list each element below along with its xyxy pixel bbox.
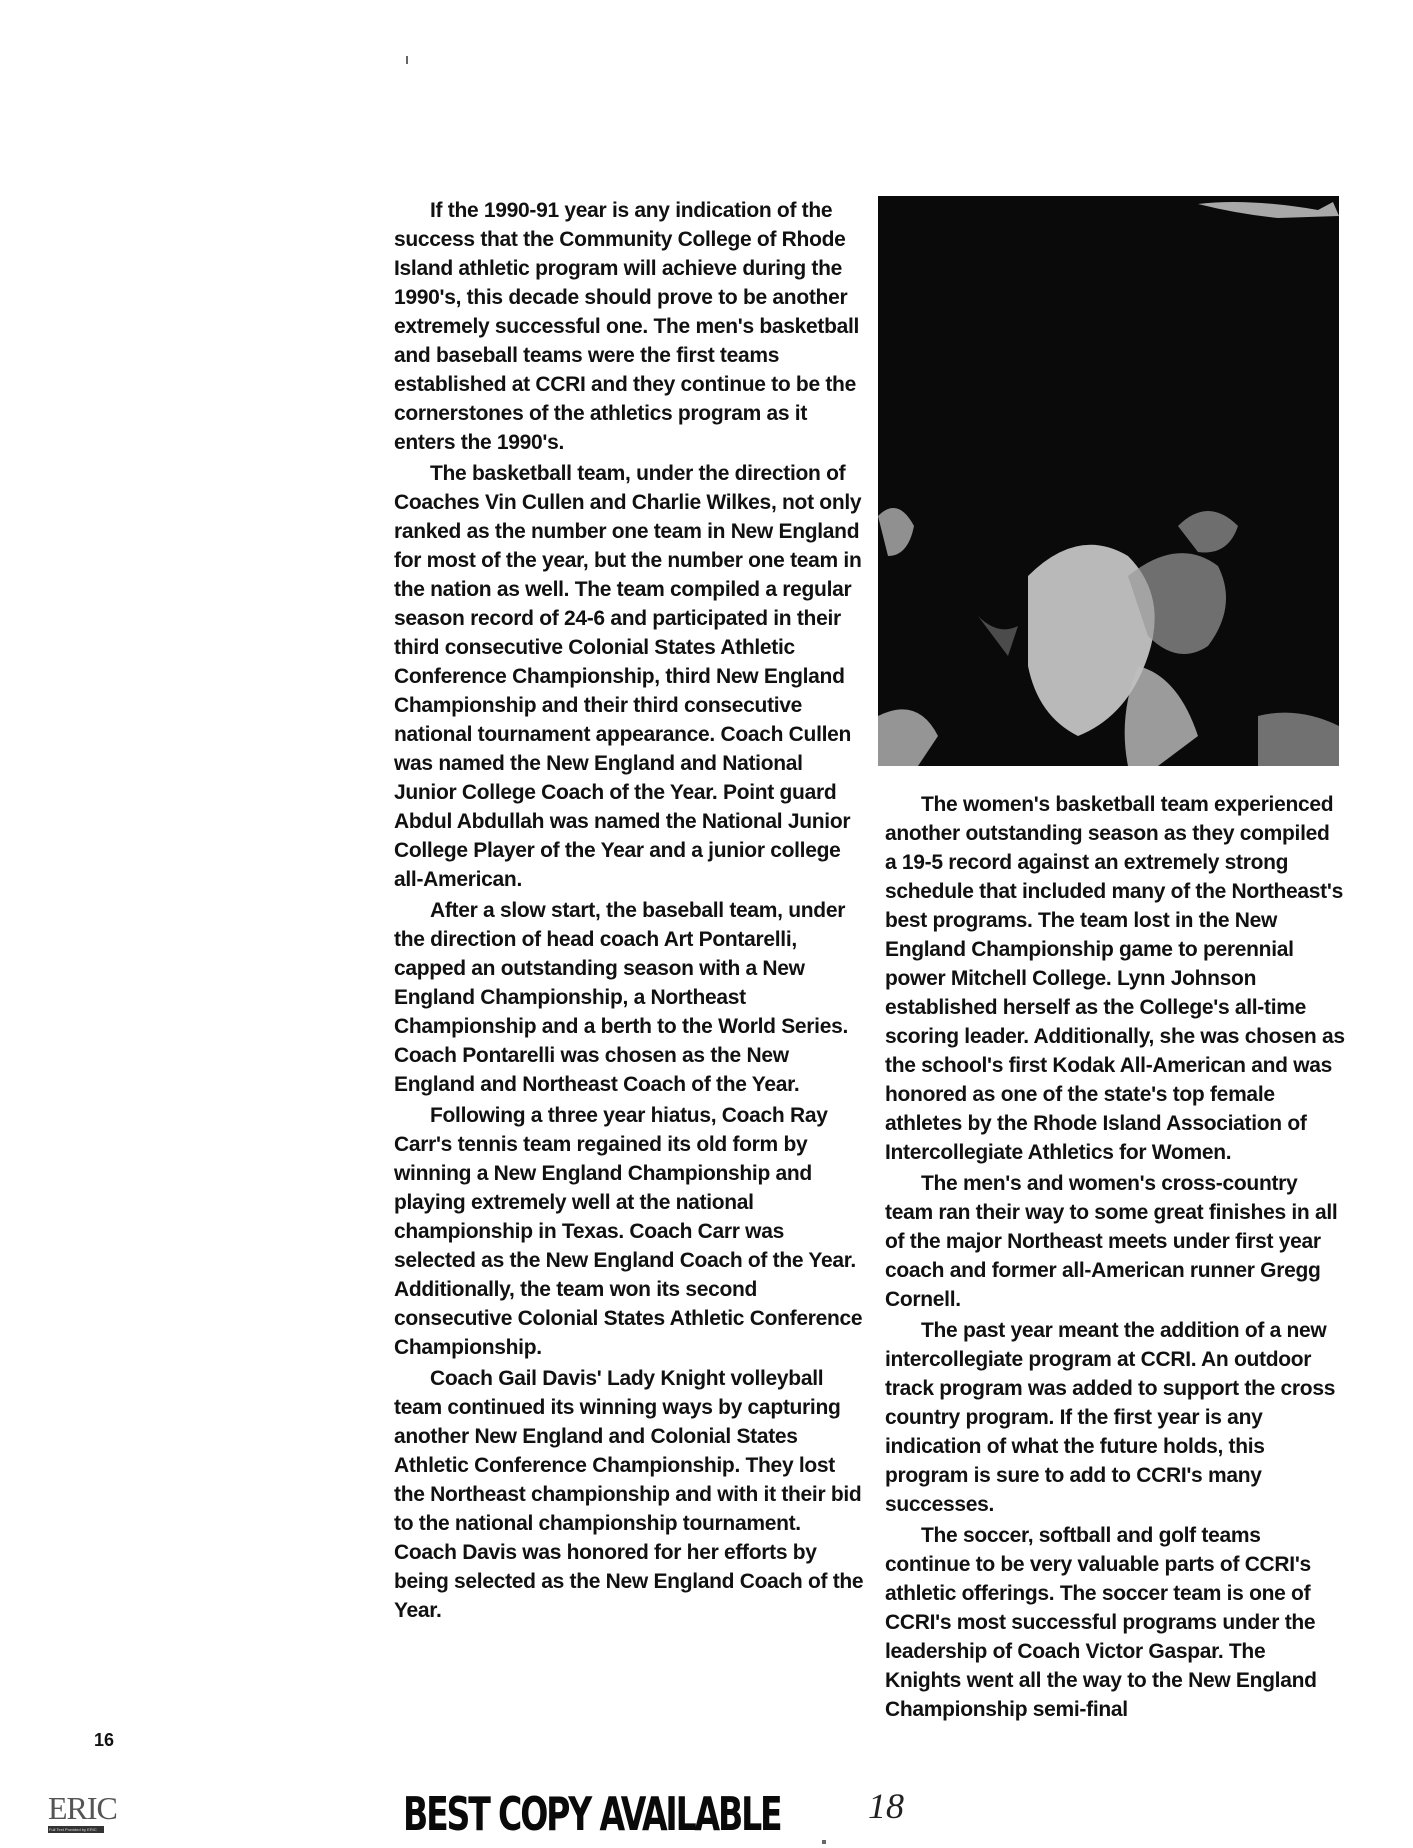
page-number: 16 <box>94 1730 115 1750</box>
paragraph: The soccer, softball and golf teams continue to be very valuable parts of CCRI's athletic offerings. The soccer team is one of CCRI's most successful programs under the leadership of Coach Victor Gaspar. The Knights went all the way to the New England Championship semi-final <box>885 1524 1317 1721</box>
left-article-column <box>394 196 864 1627</box>
paragraph: Coach Gail Davis' Lady Knight volleyball team continued its winning ways by capturing another New England and Colonial States Athletic Conference Championship. They lost the Northeast championship and with it their bid to the national championship tournament. Coach Davis was honored for her efforts by being selected as the New England Coach of the Year. <box>394 1367 864 1622</box>
scan-speck <box>822 1840 826 1844</box>
right-article-column <box>885 790 1345 1726</box>
eric-logo: ERIC <box>48 1790 117 1826</box>
basketball-photo <box>878 196 1339 766</box>
scan-speck <box>406 56 408 64</box>
footer-number: 18 <box>868 1786 904 1826</box>
eric-tagline: Full Text Provided by ERIC <box>49 1827 97 1832</box>
paragraph: The past year meant the addition of a new intercollegiate program at CCRI. An outdoor track program was added to support the cross country program. If the first year is any indication of what the future holds, this program is sure to add to CCRI's many successes. <box>885 1319 1336 1516</box>
paragraph: The women's basketball team experienced another outstanding season as they compiled a 19-5 record against an extremely strong schedule that included many of the Northeast's best programs. The team lost in the New England Championship game to perennial power Mitchell College. Lynn Johnson established herself as the College's all-time scoring leader. Additionally, she was chosen as the school's first Kodak All-American and was honored as one of the state's top female athletes by the Rhode Island Association of Intercollegiate Athletics for Women. <box>885 793 1345 1164</box>
best-copy-stamp: BEST COPY AVAILABLE <box>403 1787 781 1841</box>
paragraph: The basketball team, under the direction of Coaches Vin Cullen and Charlie Wilkes, not only ranked as the number one team in New England for most of the year, but the number one team in the nation as well. The team compiled a regular season record of 24-6 and participated in their third consecutive Colonial States Athletic Conference Championship, third New England Championship and their third consecutive national tournament appearance. Coach Cullen was named the New England and National Junior College Coach of the Year. Point guard Abdul Abdullah was named the National Junior College Player of the Year and a junior college all-American. <box>394 462 862 891</box>
paragraph: If the 1990-91 year is any indication of the success that the Community College of Rhode Island athletic program will achieve during the 1990's, this decade should prove to be another extremely successful one. The men's basketball and baseball teams were the first teams established at CCRI and they continue to be the cornerstones of the athletics program as it enters the 1990's. <box>394 199 860 454</box>
paragraph: Following a three year hiatus, Coach Ray Carr's tennis team regained its old form by winning a New England Championship and playing extremely well at the national championship in Texas. Coach Carr was selected as the New England Coach of the Year. Additionally, the team won its second consecutive Colonial States Athletic Conference Championship. <box>394 1104 863 1359</box>
paragraph: After a slow start, the baseball team, under the direction of head coach Art Pontarelli, capped an outstanding season with a New England Championship, a Northeast Championship and a berth to the World Series. Coach Pontarelli was chosen as the New England and Northeast Coach of the Year. <box>394 899 848 1096</box>
paragraph: The men's and women's cross-country team ran their way to some great finishes in all of the major Northeast meets under first year coach and former all-American runner Gregg Cornell. <box>885 1172 1338 1311</box>
